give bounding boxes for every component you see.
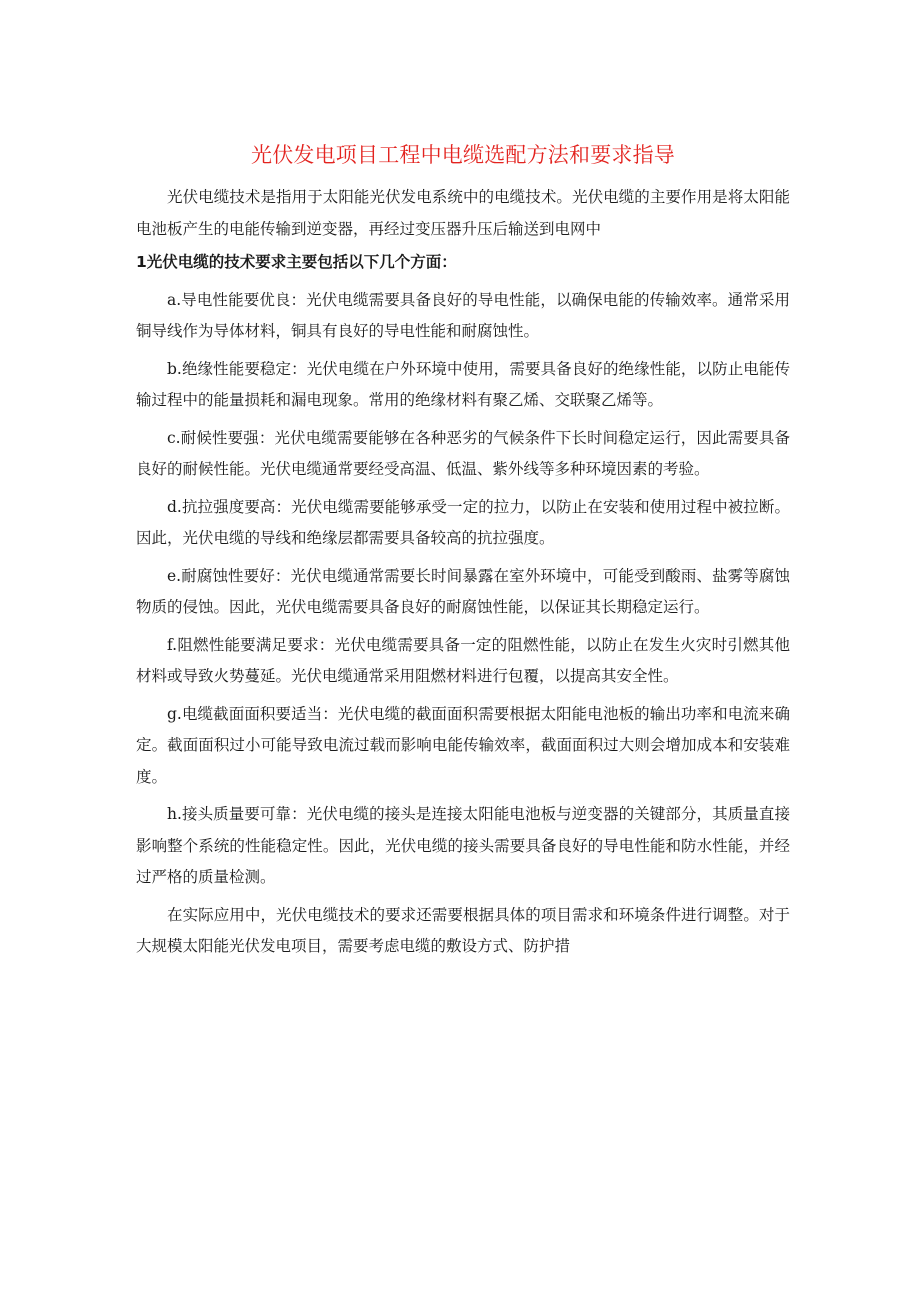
section-heading: 1光伏电缆的技术要求主要包括以下几个方面：	[136, 253, 457, 271]
requirement-g: g.电缆截面面积要适当：光伏电缆的截面面积需要根据太阳能电池板的输出功率和电流来确定。截面面积过小可能导致电流过载而影响电能传输效率，截面面积过大则会增加成本和安装难度。	[136, 704, 790, 786]
requirement-c: c.耐候性要强：光伏电缆需要能够在各种恶劣的气候条件下长时间稳定运行，因此需要具备良好的耐候性能。光伏电缆通常要经受高温、低温、紫外线等多种环境因素的考验。	[136, 428, 790, 478]
closing-paragraph: 在实际应用中，光伏电缆技术的要求还需要根据具体的项目需求和环境条件进行调整。对于大规模太阳能光伏发电项目，需要考虑电缆的敷设方式、防护措	[136, 905, 790, 955]
requirement-h: h.接头质量要可靠：光伏电缆的接头是连接太阳能电池板与逆变器的关键部分，其质量直接影响整个系统的性能稳定性。因此，光伏电缆的接头需要具备良好的导电性能和防水性能，并经过严格的质量检测。	[136, 805, 790, 886]
intro-paragraph: 光伏电缆技术是指用于太阳能光伏发电系统中的电缆技术。光伏电缆的主要作用是将太阳能电池板产生的电能传输到逆变器，再经过变压器升压后输送到电网中	[136, 188, 790, 238]
requirement-f: f.阻燃性能要满足要求：光伏电缆需要具备一定的阻燃性能，以防止在发生火灾时引燃其他材料或导致火势蔓延。光伏电缆通常采用阻燃材料进行包覆，以提高其安全性。	[136, 635, 790, 685]
document-body	[136, 138, 790, 969]
requirement-a: a.导电性能要优良：光伏电缆需要具备良好的导电性能，以确保电能的传输效率。通常采用铜导线作为导体材料，铜具有良好的导电性能和耐腐蚀性。	[136, 290, 790, 340]
requirement-b: b.绝缘性能要稳定：光伏电缆在户外环境中使用，需要具备良好的绝缘性能，以防止电能传输过程中的能量损耗和漏电现象。常用的绝缘材料有聚乙烯、交联聚乙烯等。	[136, 359, 790, 409]
requirement-d: d.抗拉强度要高：光伏电缆需要能够承受一定的拉力，以防止在安装和使用过程中被拉断。因此，光伏电缆的导线和绝缘层都需要具备较高的抗拉强度。	[136, 497, 790, 547]
requirement-e: e.耐腐蚀性要好：光伏电缆通常需要长时间暴露在室外环境中，可能受到酸雨、盐雾等腐蚀物质的侵蚀。因此，光伏电缆需要具备良好的耐腐蚀性能，以保证其长期稳定运行。	[136, 566, 790, 616]
document-title: 光伏发电项目工程中电缆选配方法和要求指导	[251, 143, 675, 167]
